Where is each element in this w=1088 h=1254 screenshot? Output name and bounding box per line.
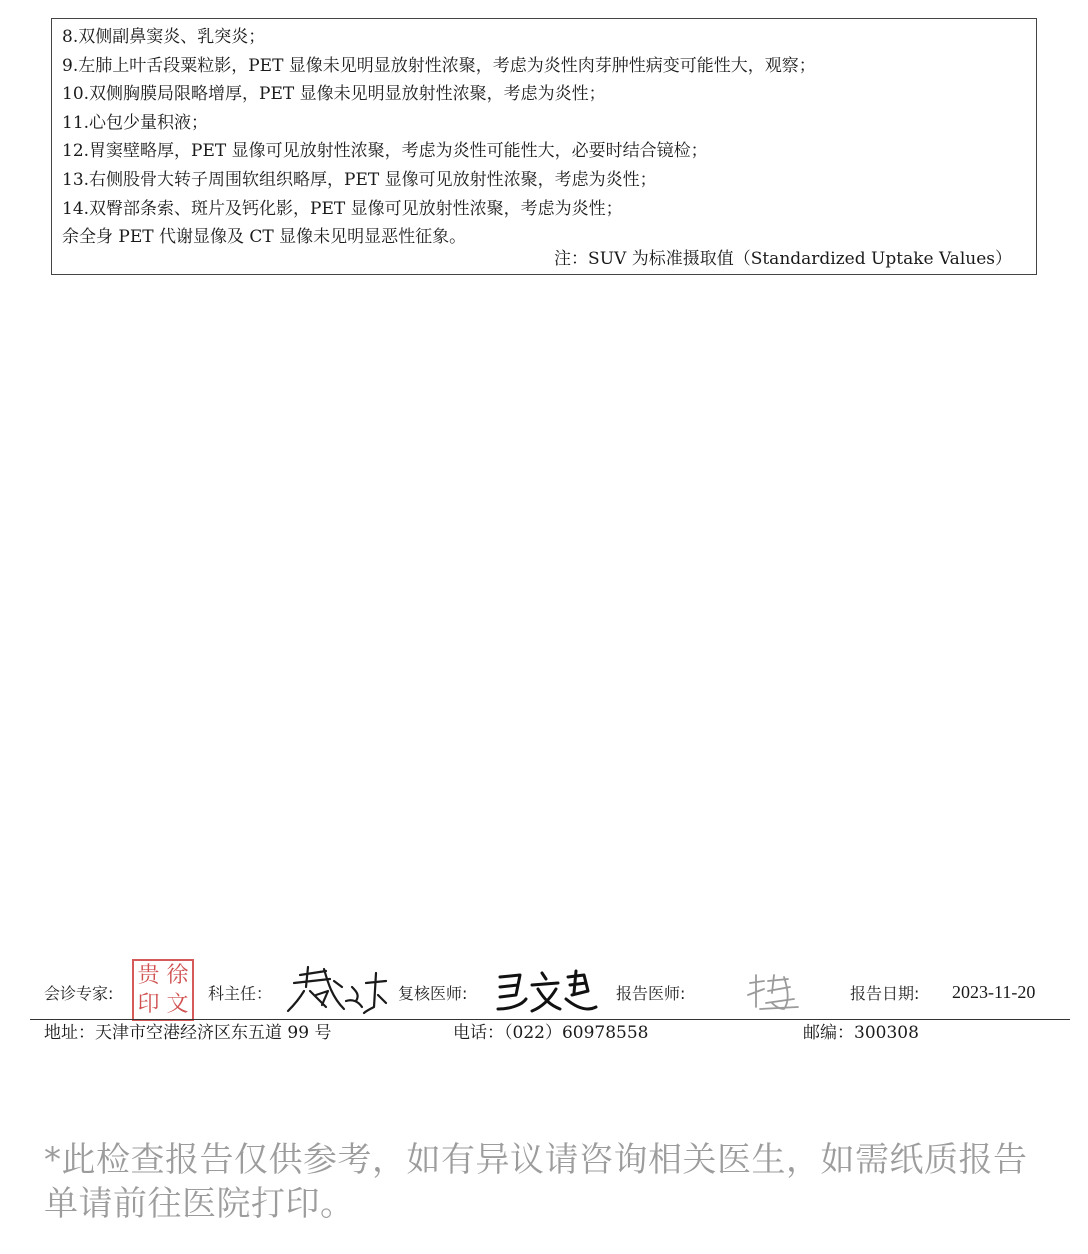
report-date-label: 报告日期: <box>850 984 920 1003</box>
reviewer-signature <box>492 965 600 1021</box>
seal-char: 徐 <box>166 962 189 988</box>
finding-item: 9.左肺上叶舌段粟粒影，PET 显像未见明显放射性浓聚，考虑为炎性肉芽肿性病变可能性大，观察； <box>62 55 816 76</box>
seal-char: 贵 <box>137 962 160 988</box>
report-date-value: 2023-11-20 <box>952 982 1036 1002</box>
signature-row <box>0 955 1088 1023</box>
reporting-doctor-label: 报告医师: <box>616 984 686 1003</box>
finding-item: 10.双侧胸膜局限略增厚，PET 显像未见明显放射性浓聚，考虑为炎性； <box>62 84 606 105</box>
expert-seal-stamp <box>132 959 194 1021</box>
finding-item: 11.心包少量积液； <box>62 112 209 133</box>
hospital-address: 地址：天津市空港经济区东五道 99 号 <box>44 1023 332 1043</box>
reporter-signature <box>744 969 804 1015</box>
hospital-postcode: 邮编：300308 <box>803 1023 919 1043</box>
finding-item: 8.双侧副鼻窦炎、乳突炎； <box>62 27 266 47</box>
findings-list <box>62 23 1026 252</box>
hospital-phone: 电话：（022）60978558 <box>453 1023 649 1043</box>
seal-char: 印 <box>137 991 160 1017</box>
seal-char: 文 <box>166 991 189 1017</box>
director-signature <box>286 961 390 1019</box>
finding-item: 13.右侧股骨大转子周围软组织略厚，PET 显像可见放射性浓聚，考虑为炎性； <box>62 169 657 190</box>
department-director-label: 科主任： <box>208 984 273 1003</box>
hospital-contact-row <box>0 1022 1088 1046</box>
footer-divider <box>30 1019 1070 1020</box>
print-disclaimer: *此检查报告仅供参考，如有异议请咨询相关医生，如需纸质报告单请前往医院打印。 <box>44 1140 1028 1224</box>
finding-conclusion: 余全身 PET 代谢显像及 CT 显像未见明显恶性征象。 <box>62 227 467 248</box>
finding-item: 14.双臀部条索、斑片及钙化影，PET 显像可见放射性浓聚，考虑为炎性； <box>62 198 623 219</box>
finding-item: 12.胃窦壁略厚，PET 显像可见放射性浓聚，考虑为炎性可能性大，必要时结合镜检； <box>62 141 708 162</box>
findings-box <box>51 18 1037 275</box>
consult-expert-label: 会诊专家: <box>44 984 114 1003</box>
suv-note: 注：SUV 为标准摄取值（Standardized Uptake Values） <box>554 249 1012 269</box>
reviewing-doctor-label: 复核医师: <box>398 984 468 1003</box>
